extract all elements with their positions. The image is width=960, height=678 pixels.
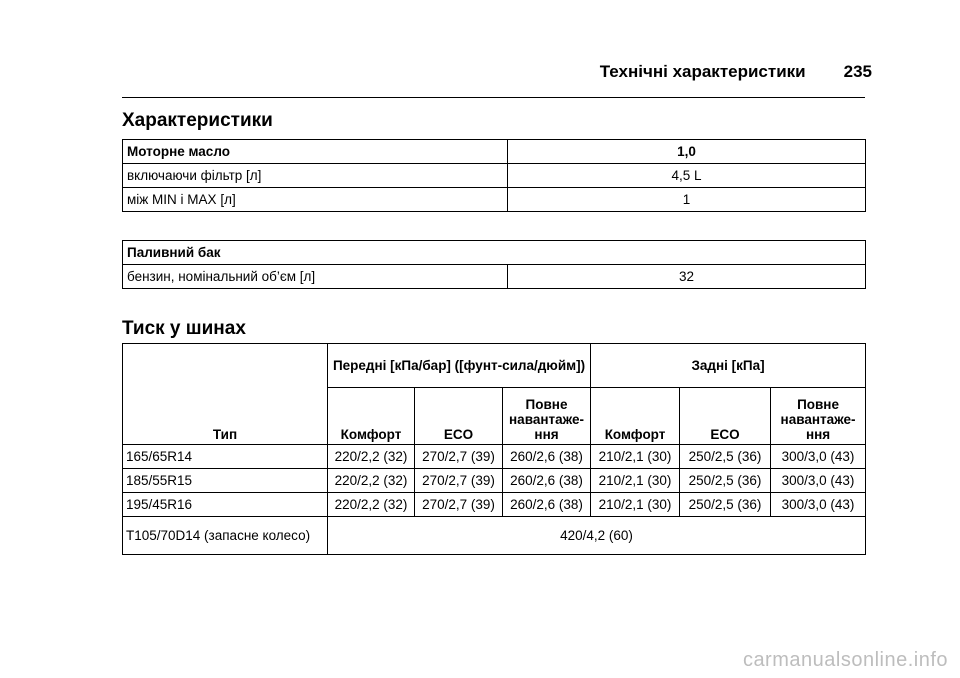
table-row bbox=[123, 265, 866, 289]
pressure-cell: 300/3,0 (43) bbox=[771, 445, 866, 469]
engine-oil-label: Моторне масло bbox=[123, 140, 508, 164]
tire-type-cell: 165/65R14 bbox=[123, 445, 328, 469]
pressure-cell: 260/2,6 (38) bbox=[503, 493, 591, 517]
table-header-row bbox=[123, 344, 866, 388]
rear-pressure-header: Задні [кПа] bbox=[591, 344, 866, 388]
table-row bbox=[123, 140, 866, 164]
pressure-cell: 300/3,0 (43) bbox=[771, 469, 866, 493]
fuel-tank-label: Паливний бак bbox=[123, 241, 866, 265]
tire-type-cell: 195/45R16 bbox=[123, 493, 328, 517]
pressure-cell: 250/2,5 (36) bbox=[680, 493, 771, 517]
oil-with-filter-label: включаючи фільтр [л] bbox=[123, 164, 508, 188]
pressure-cell: 220/2,2 (32) bbox=[328, 493, 415, 517]
rear-eco-header: ECO bbox=[680, 388, 771, 445]
table-row bbox=[123, 445, 866, 469]
fuel-capacity-value: 32 bbox=[508, 265, 866, 289]
tire-type-header: Тип bbox=[123, 344, 328, 445]
spare-tire-type-cell: T105/70D14 (запасне колесо) bbox=[123, 517, 328, 555]
front-eco-header: ECO bbox=[415, 388, 503, 445]
pressure-cell: 270/2,7 (39) bbox=[415, 445, 503, 469]
oil-min-max-value: 1 bbox=[508, 188, 866, 212]
pressure-cell: 270/2,7 (39) bbox=[415, 469, 503, 493]
pressure-cell: 270/2,7 (39) bbox=[415, 493, 503, 517]
page-header-title: Технічні характеристики bbox=[599, 62, 806, 81]
watermark: carmanualsonline.info bbox=[742, 649, 948, 671]
tire-pressure-heading: Тиск у шинах bbox=[122, 318, 246, 339]
rear-comfort-header: Комфорт bbox=[591, 388, 680, 445]
header-divider bbox=[122, 97, 865, 98]
page-header bbox=[600, 62, 872, 82]
pressure-cell: 210/2,1 (30) bbox=[591, 493, 680, 517]
pressure-cell: 300/3,0 (43) bbox=[771, 493, 866, 517]
table-row bbox=[123, 517, 866, 555]
fuel-tank-table bbox=[122, 240, 866, 289]
pressure-cell: 250/2,5 (36) bbox=[680, 469, 771, 493]
spare-tire-pressure-cell: 420/4,2 (60) bbox=[328, 517, 866, 555]
pressure-cell: 260/2,6 (38) bbox=[503, 469, 591, 493]
table-row bbox=[123, 241, 866, 265]
engine-oil-table bbox=[122, 139, 866, 212]
table-row bbox=[123, 164, 866, 188]
pressure-cell: 260/2,6 (38) bbox=[503, 445, 591, 469]
tire-pressure-table bbox=[122, 343, 866, 555]
fuel-capacity-label: бензин, номінальний об’єм [л] bbox=[123, 265, 508, 289]
pressure-cell: 220/2,2 (32) bbox=[328, 469, 415, 493]
pressure-cell: 220/2,2 (32) bbox=[328, 445, 415, 469]
table-row bbox=[123, 469, 866, 493]
table-row bbox=[123, 188, 866, 212]
front-full-load-header: Повне навантаже-ння bbox=[503, 388, 591, 445]
front-comfort-header: Комфорт bbox=[328, 388, 415, 445]
rear-full-load-header: Повне навантаже-ння bbox=[771, 388, 866, 445]
tire-type-cell: 185/55R15 bbox=[123, 469, 328, 493]
engine-oil-value: 1,0 bbox=[508, 140, 866, 164]
table-row bbox=[123, 493, 866, 517]
oil-with-filter-value: 4,5 L bbox=[508, 164, 866, 188]
pressure-cell: 210/2,1 (30) bbox=[591, 445, 680, 469]
characteristics-heading: Характеристики bbox=[122, 110, 273, 131]
front-pressure-header: Передні [кПа/бар] ([фунт-сила/дюйм]) bbox=[328, 344, 591, 388]
oil-min-max-label: між MIN і MAX [л] bbox=[123, 188, 508, 212]
pressure-cell: 210/2,1 (30) bbox=[591, 469, 680, 493]
page-number: 235 bbox=[843, 62, 872, 81]
pressure-cell: 250/2,5 (36) bbox=[680, 445, 771, 469]
